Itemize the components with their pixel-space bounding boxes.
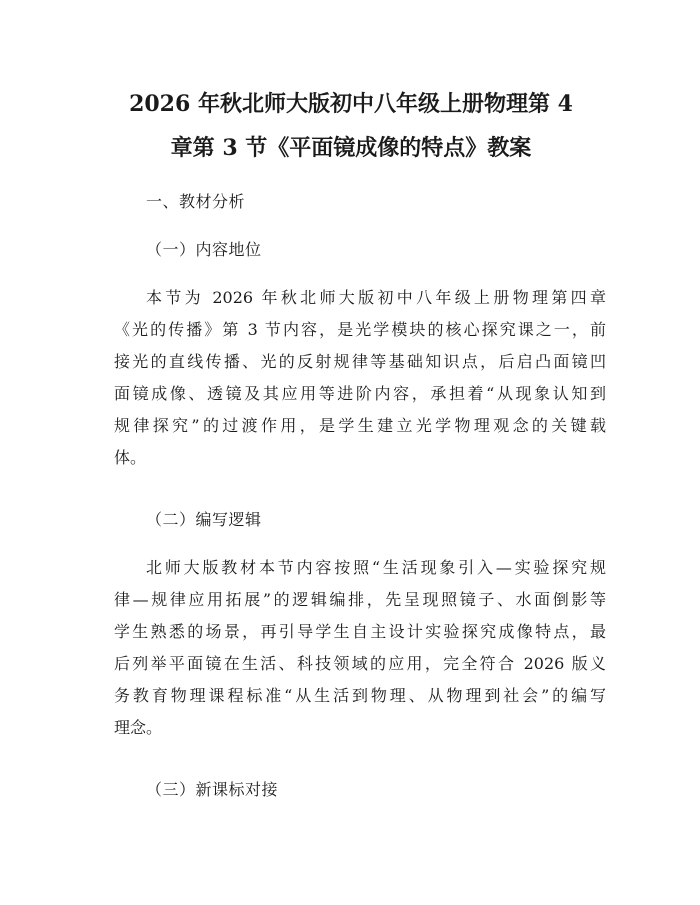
- subsection-heading-content-position: （一）内容地位: [146, 240, 262, 259]
- paragraph-line: 律—规律应用拓展”的逻辑编排，先呈现照镜子、水面倒影等: [114, 590, 606, 609]
- paragraph-line: 理念。: [114, 718, 163, 737]
- paragraph-line: 《光的传播》第 3 节内容，是光学模块的核心探究课之一，前: [114, 320, 606, 339]
- paragraph-line: 接光的直线传播、光的反射规律等基础知识点，后启凸面镜凹: [114, 352, 606, 371]
- document-title-line-2: 章第 3 节《平面镜成像的特点》教案: [170, 135, 532, 161]
- document-title-line-1: 2026 年秋北师大版初中八年级上册物理第 4: [129, 91, 573, 117]
- section-heading-teaching-material-analysis: 一、教材分析: [146, 192, 246, 211]
- paragraph-line: 学生熟悉的场景，再引导学生自主设计实验探究成像特点，最: [114, 622, 606, 641]
- paragraph-line: 本节为 2026 年秋北师大版初中八年级上册物理第四章: [146, 288, 606, 307]
- paragraph-line: 务教育物理课程标准“从生活到物理、从物理到社会”的编写: [114, 686, 606, 705]
- paragraph-line: 面镜成像、透镜及其应用等进阶内容，承担着“从现象认知到: [114, 384, 606, 403]
- paragraph-line: 北师大版教材本节内容按照“生活现象引入—实验探究规: [146, 558, 606, 577]
- subsection-heading-new-curriculum-standard: （三）新课标对接: [146, 780, 279, 799]
- subsection-heading-writing-logic: （二）编写逻辑: [146, 510, 262, 529]
- paragraph-line: 后列举平面镜在生活、科技领域的应用，完全符合 2026 版义: [114, 654, 606, 673]
- paragraph-line: 体。: [114, 448, 147, 467]
- paragraph-line: 规律探究”的过渡作用，是学生建立光学物理观念的关键载: [114, 416, 606, 435]
